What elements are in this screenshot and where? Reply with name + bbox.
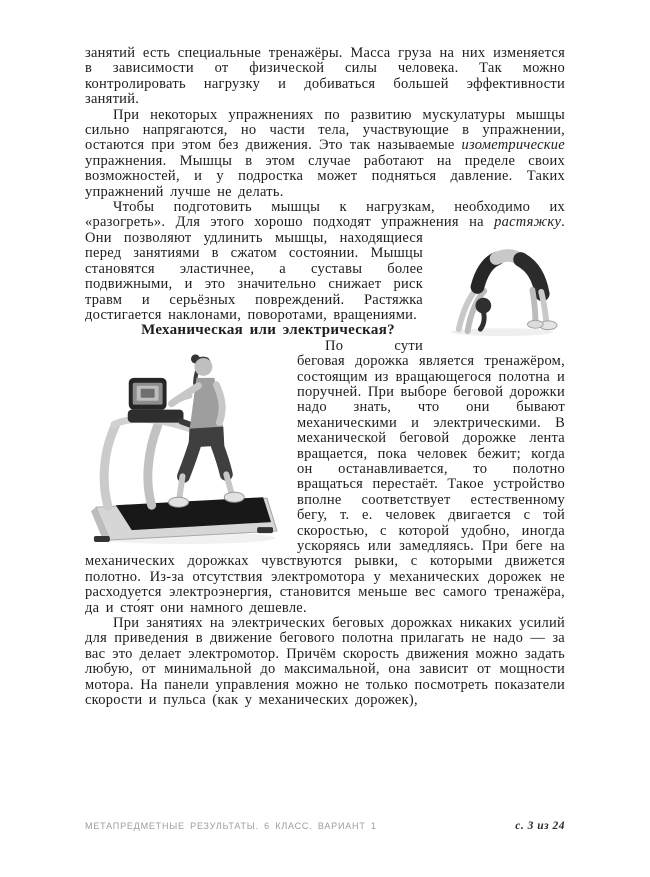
- paragraph-text: . Они позволяют удлинить мышцы, находящиеся перед занятиями в сжатом состоянии. Мышцы становятся эластичнее, а суставы более подвижными, и это значительно снижает риск травм и серьёзных повреждений. Растяжка достигается наклонами, поворотами, вращениями.: [85, 214, 565, 323]
- paragraph-text: При некоторых упражнениях по развитию мускулатуры мышцы сильно напрягаются, но части тела, участвующие в упражнении, остаются при этом без движения. Это так называемые: [85, 106, 565, 154]
- treadmill-photo: [85, 340, 281, 546]
- paragraph-isometric-exercises: [85, 108, 565, 200]
- paragraph-treadmill-types: [85, 339, 565, 616]
- gymnast-bridge-photo: [437, 233, 565, 339]
- page-text-column: [85, 46, 565, 708]
- paragraph-stretching: [85, 200, 565, 323]
- page-footer: [85, 820, 565, 832]
- italic-term: изометрические: [461, 137, 565, 154]
- paragraph-text: По сути беговая дорожка является тренажёром, состоящим из вращающегося полотна и поручней. При выборе беговой дорожки надо знать, что они бывают механическими и электрическими. В механической беговой дорожке лента вращается, пока человек бежит; когда он останавливается, то полотно вращаться перестаёт. Такое устройство вполне соответствует естественному бегу, т. е. человек двигается с той скоростью, с которой удобно, иногда ускоряясь или замедляясь. При беге на механических дорожках чувствуются рывки, с которыми движется полотно. Из-за отсутствия электромотора у механических дорожек не расходуется электроэнергия, становится меньше вес самого тренажёра, да и сто́ят они намного дешевле.: [85, 337, 565, 616]
- italic-term: растяжку: [494, 214, 562, 231]
- paragraph-text: Чтобы подготовить мышцы к нагрузкам, необходимо их «разогреть». Для этого хорошо подходят упражнения на: [85, 199, 565, 231]
- footer-running-title: МЕТАПРЕДМЕТНЫЕ РЕЗУЛЬТАТЫ. 6 КЛАСС. ВАРИАНТ 1: [85, 821, 377, 831]
- paragraph-electric-treadmill: При занятиях на электрических беговых дорожках никаких усилий для приведения в движение бегового полотна прилагать не надо — за вас это делает электромотор. Причём скорость движения можно задать любую, от минимальной до максимальной, она зависит от мощности мотора. На панели управления можно не только посмотреть показатели скорости и пульса (как у механических дорожек),: [85, 615, 565, 709]
- footer-page-number: с. 3 из 24: [515, 820, 565, 832]
- paragraph-text: упражнения. Мышцы в этом случае работают на пределе своих возможностей, и у подростка может подняться давление. Таких упражнений лучше не делать.: [85, 152, 565, 200]
- section-heading: Механическая или электрическая?: [141, 322, 395, 339]
- paragraph-continuation: занятий есть специальные тренажёры. Масса груза на них изменяется в зависимости от физической силы человека. Так можно контролировать нагрузку и добиваться большей эффективности занятий.: [85, 45, 565, 108]
